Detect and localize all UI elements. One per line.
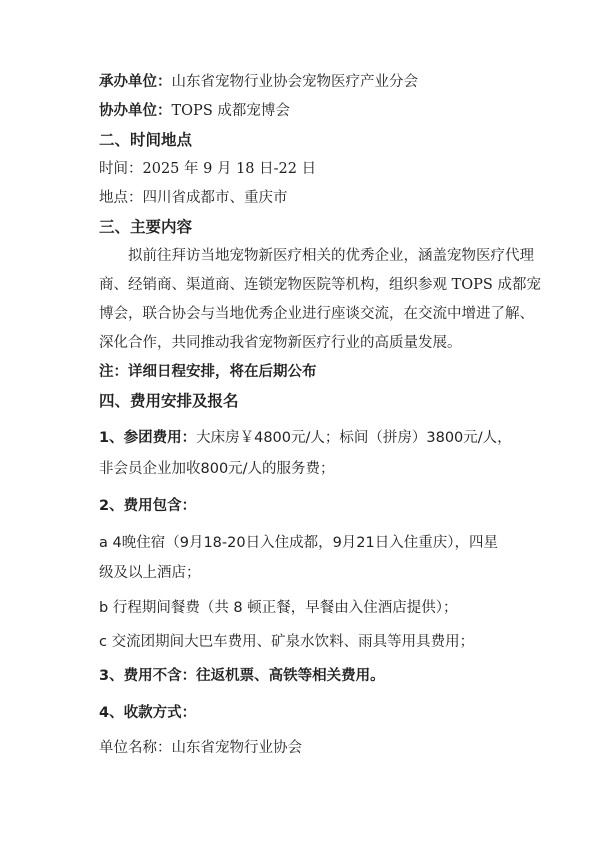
- excludes-line: 3、费用不含：往返机票、高铁等相关费用。: [99, 668, 385, 684]
- section4-heading: 四、费用安排及报名: [99, 392, 239, 410]
- organizer-value: 山东省宠物行业协会宠物医疗产业分会: [171, 74, 418, 90]
- fee-surcharge: 非会员企业加收800元/人的服务费；: [99, 461, 335, 477]
- co-organizer-line: [99, 101, 290, 121]
- schedule-note: 注：详细日程安排，将在后期公布: [99, 364, 317, 380]
- organizer-label: 承办单位：: [99, 74, 172, 90]
- include-item-a: a 4晚住宿（9月18-20日入住成都，9月21日入住重庆），四星: [99, 535, 499, 551]
- payee-name: 单位名称：山东省宠物行业协会: [99, 740, 302, 756]
- co-organizer-value: TOPS 成都宠博会: [171, 103, 290, 119]
- payment-heading: 4、收款方式：: [99, 705, 197, 721]
- include-item-a-cont: 级及以上酒店；: [99, 565, 201, 581]
- content-para-line: 商、经销商、渠道商、连锁宠物医院等机构，组织参观 TOPS 成都宠: [99, 277, 541, 293]
- content-para-line: 博会，联合协会与当地优秀企业进行座谈交流，在交流中增进了解、: [99, 306, 534, 322]
- place-line: 地点：四川省成都市、重庆市: [99, 190, 288, 206]
- section2-heading: 二、时间地点: [99, 131, 193, 149]
- include-item-b: b 行程期间餐费（共 8 顿正餐，早餐由入住酒店提供）；: [99, 600, 458, 616]
- content-para-line: 深化合作，共同推动我省宠物新医疗行业的高质量发展。: [99, 335, 462, 351]
- section3-heading: 三、主要内容: [99, 218, 193, 236]
- content-para-line: 拟前往拜访当地宠物新医疗相关的优秀企业，涵盖宠物医疗代理: [128, 248, 534, 264]
- include-item-c: c 交流团期间大巴车费用、矿泉水饮料、雨具等用具费用；: [99, 634, 475, 650]
- co-organizer-label: 协办单位：: [99, 103, 172, 119]
- includes-heading: 2、费用包含：: [99, 498, 197, 514]
- fee-label: 1、参团费用：: [99, 430, 197, 446]
- organizer-line: [99, 72, 418, 92]
- time-line: 时间：2025 年 9 月 18 日-22 日: [99, 161, 317, 177]
- fee-detail: 大床房￥4800元/人；标间（拼房）3800元/人，: [196, 430, 512, 446]
- fee-line: [99, 428, 512, 448]
